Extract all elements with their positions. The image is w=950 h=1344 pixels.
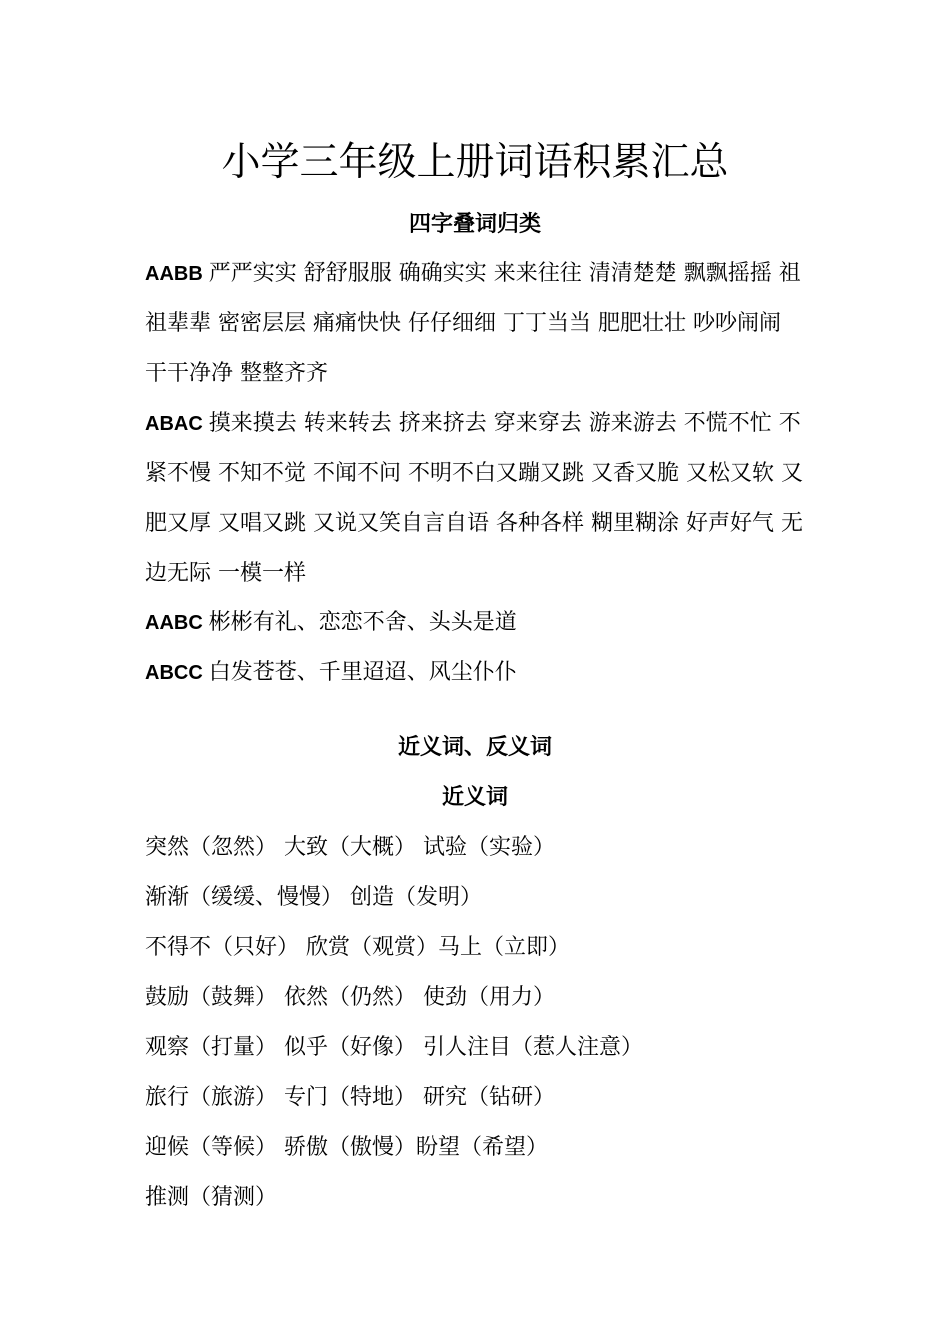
synonym-line: 迎候（等候） 骄傲（傲慢）盼望（希望）	[145, 1135, 548, 1160]
synonym-line: 鼓励（鼓舞） 依然（仍然） 使劲（用力）	[145, 985, 555, 1010]
section-heading-reduplicated-words: 四字叠词归类	[408, 212, 541, 237]
subheading-synonyms: 近义词	[441, 785, 508, 810]
word-group-abac	[145, 399, 805, 599]
synonym-line: 渐渐（缓缓、慢慢） 创造（发明）	[145, 885, 482, 910]
word-list: 摸来摸去 转来转去 挤来挤去 穿来穿去 游来游去 不慌不忙 不紧不慢 不知不觉 不闻不问 不明不白又蹦又跳 又香又脆 又松又软 又肥又厚 又唱又跳 又说又笑自言自语 各种各样 糊里糊涂 好声好气 无边无际 一模一样	[145, 411, 803, 586]
word-list: 彬彬有礼、恋恋不舍、头头是道	[208, 610, 517, 635]
synonym-line: 突然（忽然） 大致（大概） 试验（实验）	[145, 835, 555, 860]
word-list: 严严实实 舒舒服服 确确实实 来来往往 清清楚楚 飘飘摇摇 祖祖辈辈 密密层层 痛痛快快 仔仔细细 丁丁当当 肥肥壮壮 吵吵闹闹 干干净净 整整齐齐	[145, 261, 801, 386]
word-list: 白发苍苍、千里迢迢、风尘仆仆	[208, 660, 517, 685]
pattern-tag: ABCC	[145, 662, 203, 684]
pattern-tag: AABB	[145, 263, 203, 285]
synonym-line: 观察（打量） 似乎（好像） 引人注目（惹人注意）	[145, 1035, 643, 1060]
synonym-line: 旅行（旅游） 专门（特地） 研究（钻研）	[145, 1085, 555, 1110]
word-group-aabc	[145, 598, 805, 648]
word-group-abcc	[145, 648, 805, 698]
word-group-aabb	[145, 249, 805, 399]
pattern-tag: AABC	[145, 612, 203, 634]
page-title: 小学三年级上册词语积累汇总	[221, 140, 729, 185]
synonym-line: 推测（猜测）	[145, 1185, 278, 1210]
synonym-line: 不得不（只好） 欣赏（观赏）马上（立即）	[145, 935, 570, 960]
pattern-tag: ABAC	[145, 413, 203, 435]
section-heading-synonyms-antonyms: 近义词、反义词	[397, 735, 552, 760]
